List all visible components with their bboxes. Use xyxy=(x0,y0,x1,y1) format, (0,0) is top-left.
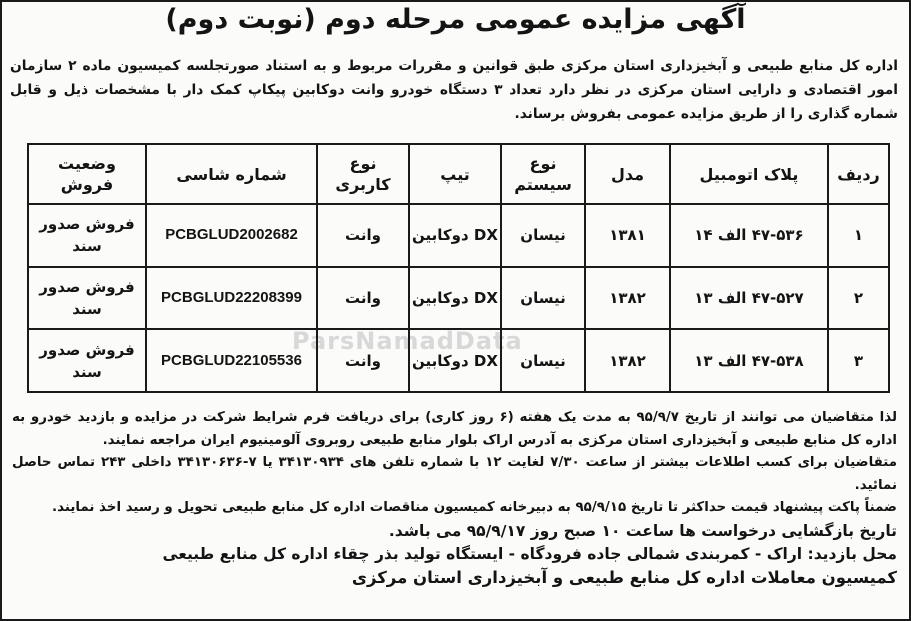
table-row xyxy=(28,204,889,267)
commission-signature: کمیسیون معاملات اداره کل منابع طبیعی و آبخیزداری استان مرکزی xyxy=(351,567,897,587)
contact-paragraph: متقاضیان برای کسب اطلاعات بیشتر از ساعت ۷/۳۰ لغایت ۱۲ با شماره تلفن های ۳۴۱۳۰۹۳۴ یا ۷-۳۴۱۳۰۶۳۶ داخلی ۲۴۳ تماس حاصل نمائید. xyxy=(12,455,898,493)
notice-title: آگهی مزایده عمومی مرحله دوم (نوبت دوم) xyxy=(165,4,746,35)
opening-date: تاریخ بازگشایی درخواست ها ساعت ۱۰ صبح روز ۹۵/۹/۱۷ می باشد. xyxy=(388,521,897,540)
footer-text xyxy=(12,407,897,590)
table-row xyxy=(28,329,889,392)
cell-row-no: ۲ xyxy=(828,267,889,330)
cell-usage: وانت xyxy=(317,267,409,330)
bid-submission-paragraph: ضمناً پاکت پیشنهاد قیمت حداکثر تا تاریخ ۹۵/۹/۱۵ به دبیرخانه کمیسیون مناقصات اداره کل منابع طبیعی تحویل و رسید اخذ نمایند. xyxy=(52,500,897,515)
cell-usage: وانت xyxy=(317,204,409,267)
header-type: تیپ xyxy=(409,144,501,204)
header-sale-status: وضعیت فروش xyxy=(28,144,146,204)
table-header-row xyxy=(28,144,889,204)
cell-sale-status: فروش صدور سند xyxy=(28,267,146,330)
header-model: مدل xyxy=(585,144,670,204)
cell-usage: وانت xyxy=(317,329,409,392)
vehicles-table xyxy=(27,143,890,393)
cell-model: ۱۳۸۲ xyxy=(585,267,670,330)
cell-system: نیسان xyxy=(501,329,585,392)
header-chassis: شماره شاسی xyxy=(146,144,317,204)
intro-paragraph: اداره کل منابع طبیعی و آبخیزداری استان مرکزی طبق قوانین و مقررات مربوط و به استناد صورتجلسه کمیسیون ماده ۲ سازمان امور اقتصادی و دارایی استان مرکزی در نظر دارد تعداد ۳ دستگاه خودرو وانت دوکابین پیکاپ کمک دار با مشخصات ذیل و قابل شماره گذاری را از طریق مزایده عمومی بفروش برساند. xyxy=(10,58,899,122)
header-row-no: ردیف xyxy=(828,144,889,204)
cell-plate: ۴۷-۵۳۶ الف ۱۴ xyxy=(670,204,828,267)
cell-plate: ۴۷-۵۲۷ الف ۱۳ xyxy=(670,267,828,330)
watermark: ParsNamadData xyxy=(292,327,523,355)
header-usage: نوع کاربری xyxy=(317,144,409,204)
header-plate: پلاک اتومبیل xyxy=(670,144,828,204)
cell-model: ۱۳۸۱ xyxy=(585,204,670,267)
table-row xyxy=(28,267,889,330)
application-paragraph: لذا متقاضیان می توانند از تاریخ ۹۵/۹/۷ به مدت یک هفته (۶ روز کاری) برای دریافت فرم شرایط شرکت در مزایده و بازدید خودرو به اداره کل منابع طبیعی و آبخیزداری استان مرکزی به آدرس اراک بلوار منابع طبیعی روبروی آلومینیوم ایران مراجعه نمایند. xyxy=(12,410,898,448)
visit-place: محل بازدید: اراک - کمربندی شمالی جاده فرودگاه - ایستگاه تولید بذر چقاء اداره کل منابع طبیعی xyxy=(162,544,897,563)
cell-chassis: PCBGLUD22105536 xyxy=(146,329,317,392)
cell-chassis: PCBGLUD2002682 xyxy=(146,204,317,267)
cell-sale-status: فروش صدور سند xyxy=(28,329,146,392)
cell-sale-status: فروش صدور سند xyxy=(28,204,146,267)
cell-row-no: ۱ xyxy=(828,204,889,267)
cell-type: DX دوکابین xyxy=(409,267,501,330)
cell-chassis: PCBGLUD22208399 xyxy=(146,267,317,330)
cell-type: DX دوکابین xyxy=(409,204,501,267)
cell-system: نیسان xyxy=(501,267,585,330)
cell-model: ۱۳۸۲ xyxy=(585,329,670,392)
cell-row-no: ۳ xyxy=(828,329,889,392)
cell-type: DX دوکابین xyxy=(409,329,501,392)
cell-plate: ۴۷-۵۳۸ الف ۱۳ xyxy=(670,329,828,392)
header-system: نوع سیستم xyxy=(501,144,585,204)
cell-system: نیسان xyxy=(501,204,585,267)
